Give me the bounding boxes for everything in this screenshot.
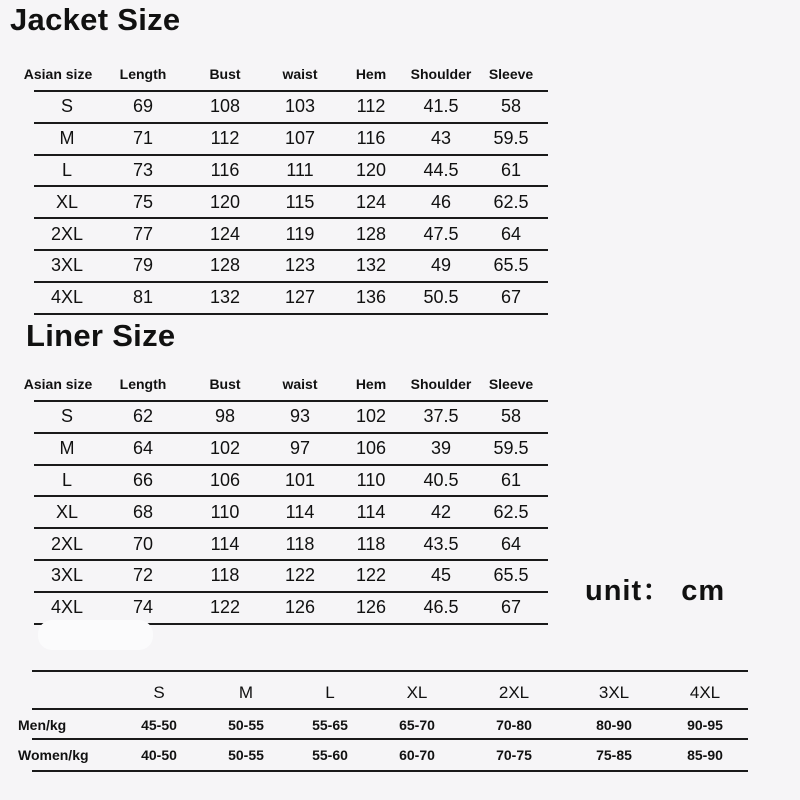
cell-bust: 98	[214, 406, 236, 427]
header-bust: Bust	[209, 376, 241, 392]
cell-length: 77	[132, 223, 154, 244]
cell-sleeve: 59.5	[493, 438, 529, 459]
cell-sleeve: 59.5	[493, 128, 529, 149]
cell-sleeve: 67	[500, 597, 522, 618]
cell-length: 64	[132, 438, 154, 459]
cell-length: 81	[132, 287, 154, 308]
cell-waist: 119	[285, 223, 315, 244]
cell-sleeve: 62.5	[493, 191, 529, 212]
weight-bottom-rule	[32, 770, 748, 772]
cell-shoulder: 49	[430, 255, 452, 276]
table-row	[34, 464, 548, 496]
weight-mid-rule	[32, 708, 748, 710]
cell-length: 62	[132, 406, 154, 427]
cell-length: 73	[132, 159, 154, 180]
cell-sleeve: 65.5	[493, 565, 529, 586]
weight-women-row	[18, 742, 748, 768]
cell-sleeve: 64	[500, 533, 522, 554]
women-weight-2xl: 70-75	[496, 747, 532, 763]
cell-bust: 122	[209, 597, 241, 618]
liner-size-table	[16, 368, 556, 625]
cell-shoulder: 45	[430, 565, 452, 586]
cell-hem: 116	[356, 128, 386, 149]
cell-shoulder: 42	[430, 501, 452, 522]
table-row	[34, 559, 548, 591]
weight-top-rule	[32, 670, 748, 672]
cell-waist: 127	[284, 287, 316, 308]
cell-length: 68	[132, 501, 154, 522]
cell-sleeve: 62.5	[493, 501, 529, 522]
table-row	[34, 154, 548, 186]
women-weight-s: 40-50	[141, 747, 177, 763]
cell-sleeve: 67	[500, 287, 522, 308]
weight-header-row	[18, 678, 748, 708]
men-weight-xl: 65-70	[399, 717, 435, 733]
cell-hem: 102	[355, 406, 387, 427]
cell-shoulder: 41.5	[423, 96, 459, 117]
cell-size: S	[60, 406, 73, 427]
men-weight-3xl: 80-90	[596, 717, 632, 733]
jacket-size-table	[16, 58, 556, 315]
cell-hem: 110	[356, 469, 386, 490]
table-row	[34, 217, 548, 249]
cell-bust: 128	[209, 255, 241, 276]
cell-sleeve: 58	[500, 406, 522, 427]
men-weight-s: 45-50	[141, 717, 177, 733]
cell-bust: 106	[209, 469, 241, 490]
weight-men-row	[18, 712, 748, 738]
women-weight-l: 55-60	[312, 747, 348, 763]
cell-bust: 102	[209, 438, 241, 459]
cell-hem: 120	[355, 159, 387, 180]
cell-sleeve: 61	[500, 159, 522, 180]
cell-length: 66	[132, 469, 154, 490]
cell-shoulder: 44.5	[423, 159, 459, 180]
women-weight-3xl: 75-85	[596, 747, 632, 763]
weight-size-m: M	[238, 683, 254, 702]
cell-bust: 120	[209, 191, 241, 212]
table-row	[34, 90, 548, 122]
weight-size-4xl: 4XL	[689, 683, 721, 702]
weight-size-s: S	[153, 683, 165, 702]
cell-shoulder: 46	[430, 191, 452, 212]
men-weight-2xl: 70-80	[496, 717, 532, 733]
cell-hem: 126	[355, 597, 387, 618]
cell-length: 69	[132, 96, 154, 117]
cell-waist: 126	[284, 597, 316, 618]
cell-shoulder: 46.5	[423, 597, 459, 618]
cell-size: XL	[55, 191, 79, 212]
table-row	[34, 122, 548, 154]
cell-waist: 97	[289, 438, 311, 459]
cell-shoulder: 47.5	[423, 223, 459, 244]
table-row	[34, 185, 548, 217]
cell-hem: 114	[356, 501, 386, 522]
header-shoulder: Shoulder	[410, 376, 472, 392]
cell-size: 3XL	[50, 255, 84, 276]
cell-size: L	[61, 159, 72, 180]
women-weight-xl: 60-70	[399, 747, 435, 763]
cell-waist: 111	[286, 159, 314, 180]
cell-size: M	[59, 438, 75, 459]
header-bust: Bust	[209, 66, 241, 82]
table-row	[34, 281, 548, 315]
header-asian-size: Asian size	[23, 66, 93, 82]
cell-waist: 114	[285, 501, 315, 522]
women-weight-4xl: 85-90	[687, 747, 723, 763]
header-sleeve: Sleeve	[488, 376, 534, 392]
cell-sleeve: 61	[500, 469, 522, 490]
cell-hem: 122	[355, 565, 387, 586]
weight-size-l: L	[325, 683, 335, 702]
cell-shoulder: 39	[430, 438, 452, 459]
weight-size-3xl: 3XL	[598, 683, 630, 702]
cell-shoulder: 50.5	[423, 287, 459, 308]
liner-header-row	[16, 368, 556, 400]
cell-bust: 112	[210, 128, 240, 149]
cell-shoulder: 37.5	[423, 406, 459, 427]
women-kg-label: Women/kg	[18, 747, 89, 763]
cell-shoulder: 43	[430, 128, 452, 149]
cell-size: 4XL	[50, 597, 84, 618]
cell-length: 71	[132, 128, 154, 149]
cell-length: 70	[132, 533, 154, 554]
cell-waist: 103	[284, 96, 316, 117]
cell-hem: 112	[356, 96, 386, 117]
cell-size: XL	[55, 501, 79, 522]
cell-waist: 101	[284, 469, 316, 490]
liner-size-title: Liner Size	[26, 318, 176, 353]
cell-waist: 123	[284, 255, 316, 276]
cell-bust: 108	[209, 96, 241, 117]
header-waist: waist	[282, 376, 318, 392]
cell-bust: 110	[210, 501, 240, 522]
cell-length: 75	[132, 191, 154, 212]
cell-waist: 93	[289, 406, 311, 427]
cell-size: 2XL	[50, 533, 84, 554]
weight-size-2xl: 2XL	[498, 683, 530, 702]
cell-hem: 118	[356, 533, 386, 554]
table-row	[34, 400, 548, 432]
cell-size: 3XL	[50, 565, 84, 586]
jacket-size-title: Jacket Size	[10, 2, 181, 37]
header-shoulder: Shoulder	[410, 66, 472, 82]
men-weight-m: 50-55	[228, 717, 264, 733]
table-row	[34, 495, 548, 527]
table-row	[34, 249, 548, 281]
cell-bust: 118	[210, 565, 240, 586]
cell-shoulder: 43.5	[423, 533, 459, 554]
header-hem: Hem	[355, 376, 387, 392]
cell-size: 2XL	[50, 223, 84, 244]
cell-hem: 136	[355, 287, 387, 308]
decorative-blank-patch	[38, 620, 153, 650]
men-weight-4xl: 90-95	[687, 717, 723, 733]
header-length: Length	[119, 376, 167, 392]
weight-row-rule	[32, 738, 748, 740]
cell-hem: 106	[355, 438, 387, 459]
header-waist: waist	[282, 66, 318, 82]
table-row	[34, 527, 548, 559]
men-kg-label: Men/kg	[18, 717, 67, 733]
cell-length: 72	[132, 565, 154, 586]
cell-length: 74	[132, 597, 154, 618]
cell-bust: 124	[209, 223, 241, 244]
cell-shoulder: 40.5	[423, 469, 459, 490]
cell-sleeve: 58	[500, 96, 522, 117]
cell-hem: 128	[355, 223, 387, 244]
cell-waist: 118	[285, 533, 315, 554]
cell-size: 4XL	[50, 287, 84, 308]
cell-sleeve: 64	[500, 223, 522, 244]
cell-size: L	[61, 469, 72, 490]
cell-size: M	[59, 128, 75, 149]
weight-size-xl: XL	[406, 683, 428, 702]
cell-waist: 115	[285, 191, 315, 212]
cell-hem: 124	[355, 191, 387, 212]
cell-bust: 116	[210, 159, 240, 180]
unit-label: unit： cm	[585, 575, 726, 607]
cell-bust: 132	[209, 287, 241, 308]
women-weight-m: 50-55	[228, 747, 264, 763]
men-weight-l: 55-65	[312, 717, 348, 733]
cell-length: 79	[132, 255, 154, 276]
header-asian-size: Asian size	[23, 376, 93, 392]
table-row	[34, 432, 548, 464]
cell-size: S	[60, 96, 73, 117]
cell-bust: 114	[210, 533, 240, 554]
cell-hem: 132	[355, 255, 387, 276]
cell-waist: 107	[284, 128, 316, 149]
jacket-header-row	[16, 58, 556, 90]
header-sleeve: Sleeve	[488, 66, 534, 82]
cell-sleeve: 65.5	[493, 255, 529, 276]
header-length: Length	[119, 66, 167, 82]
header-hem: Hem	[355, 66, 387, 82]
cell-waist: 122	[284, 565, 316, 586]
